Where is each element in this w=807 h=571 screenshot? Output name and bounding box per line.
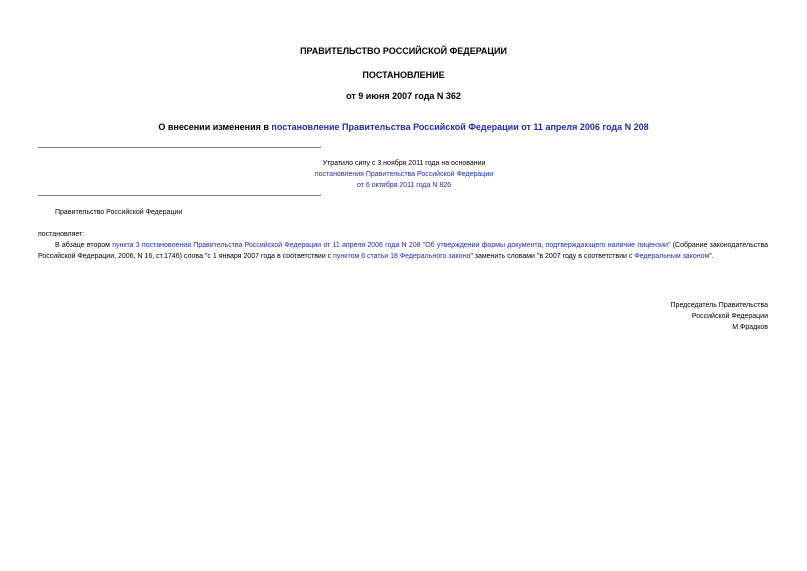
resolves-label: постановляет: (38, 231, 85, 238)
clause-3-link[interactable]: пункта 3 постановления Правительства Российской Федерации от 11 апреля 2006 года N 208 "Об утверждении формы документа, подтверждающего наличие лицензии" (112, 242, 671, 249)
paragraph-start: В абзаце втором (55, 242, 113, 249)
signatory-title-2: Российской Федерации (691, 313, 768, 320)
signatory-title-1: Председатель Правительства (670, 302, 768, 309)
divider-top (38, 147, 321, 148)
paragraph-mid-2: " заменить словами "в 2007 году в соответствии с (470, 253, 635, 260)
main-paragraph (38, 240, 768, 262)
document-title (0, 122, 807, 132)
document-date-number: от 9 июня 2007 года N 362 (346, 91, 461, 101)
article-18-link[interactable]: пунктом 6 статьи 18 Федерального закона (333, 253, 471, 260)
status-note-text: Утратило силу с 3 ноября 2011 года на основании (322, 160, 486, 167)
divider-bottom (38, 195, 321, 196)
paragraph-end: ". (709, 253, 714, 260)
title-prefix: О внесении изменения в (158, 122, 272, 132)
paragraph-mid-1: (Собрание законодательства Российской Федерации, 2006, N 16, ст.1746) слова "с 1 января 2007 года в соответствии с (38, 242, 768, 260)
repeal-decree-link[interactable]: постановления Правительства Российской Федерации (314, 171, 494, 178)
signatory-name: М.Фрадков (732, 324, 768, 331)
status-note (270, 158, 538, 191)
issuing-authority: Правительство Российской Федерации (55, 209, 183, 216)
federal-law-link[interactable]: Федеральным законом (634, 253, 710, 260)
signature-block (671, 300, 768, 333)
repeal-decree-date-link[interactable]: от 6 октября 2011 года N 826 (356, 182, 452, 189)
issuer-heading: ПРАВИТЕЛЬСТВО РОССИЙСКОЙ ФЕДЕРАЦИИ (300, 46, 507, 56)
amended-decree-link[interactable]: постановление Правительства Российской Федерации от 11 апреля 2006 года N 208 (271, 122, 649, 132)
document-type: ПОСТАНОВЛЕНИЕ (362, 70, 445, 80)
